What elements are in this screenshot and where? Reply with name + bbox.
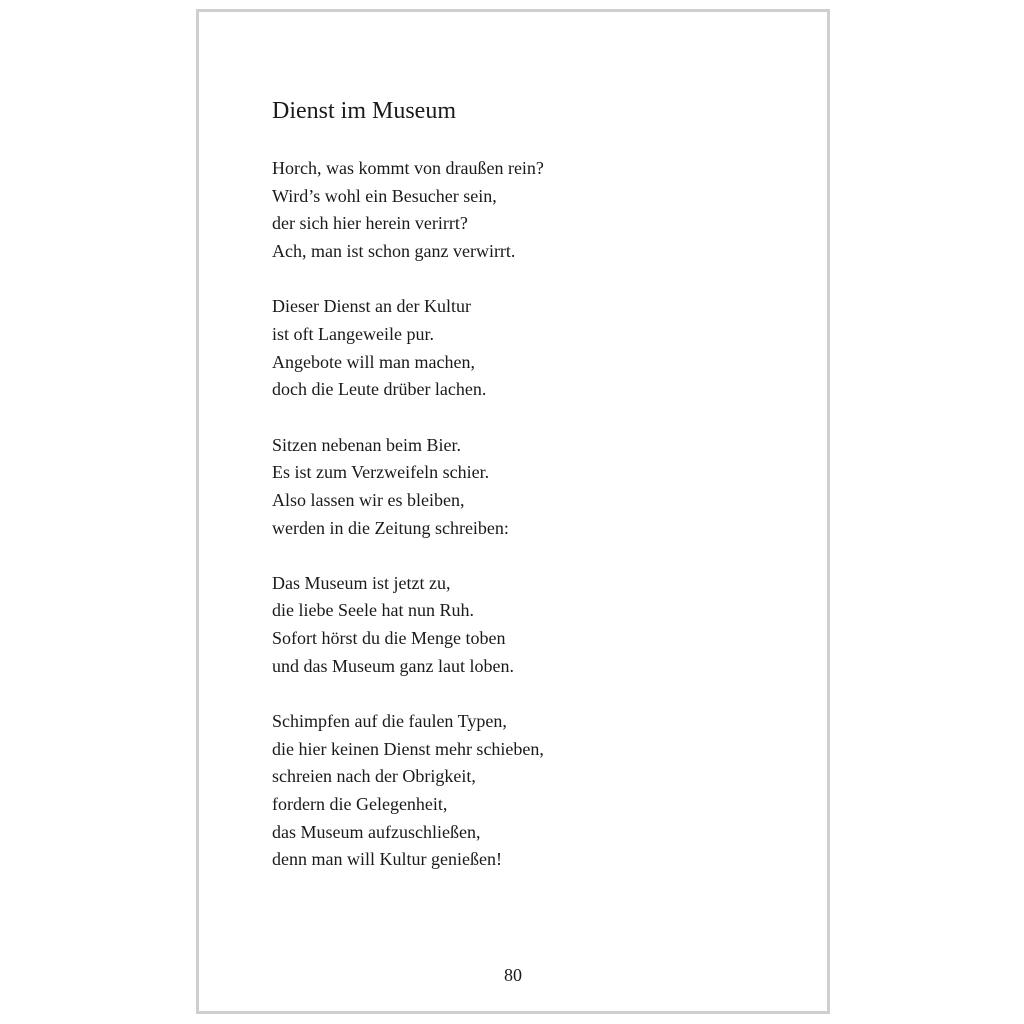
poem-line: schreien nach der Obrigkeit, <box>272 766 476 787</box>
poem-line: Horch, was kommt von draußen rein? <box>272 158 544 178</box>
poem-line: Schimpfen auf die faulen Typen, <box>272 711 507 731</box>
poem-line: der sich hier herein verirrt? <box>272 213 468 234</box>
poem-line: denn man will Kultur genießen! <box>272 849 502 870</box>
poem-title: Dienst im Museum <box>272 98 456 124</box>
stanza-2 <box>272 293 544 404</box>
poem-line: und das Museum ganz laut loben. <box>272 655 514 676</box>
poem-line: Sofort hörst du die Menge toben <box>272 628 506 649</box>
poem-line: Also lassen wir es bleiben, <box>272 489 465 510</box>
stanza-5 <box>272 708 544 874</box>
poem-line: das Museum aufzuschließen, <box>272 821 481 842</box>
poem-line: Ach, man ist schon ganz verwirrt. <box>272 241 516 262</box>
book-page <box>196 9 830 1014</box>
page-number: 80 <box>504 965 522 985</box>
poem-line: doch die Leute drüber lachen. <box>272 379 487 400</box>
poem-line: die liebe Seele hat nun Ruh. <box>272 600 474 621</box>
stanza-3 <box>272 432 544 543</box>
stanza-1 <box>272 155 544 266</box>
poem-line: Sitzen nebenan beim Bier. <box>272 434 461 455</box>
poem-line: die hier keinen Dienst mehr schieben, <box>272 738 544 759</box>
poem-line: Wird’s wohl ein Besucher sein, <box>272 185 497 206</box>
poem-line: ist oft Langeweile pur. <box>272 323 434 344</box>
poem-line: fordern die Gelegenheit, <box>272 794 448 815</box>
poem-body <box>272 155 544 902</box>
poem-line: werden in die Zeitung schreiben: <box>272 517 509 538</box>
poem-line: Es ist zum Verzweifeln schier. <box>272 462 490 483</box>
poem-line: Dieser Dienst an der Kultur <box>272 296 471 317</box>
poem-line: Das Museum ist jetzt zu, <box>272 572 451 593</box>
stanza-4 <box>272 570 544 681</box>
poem-line: Angebote will man machen, <box>272 351 475 372</box>
